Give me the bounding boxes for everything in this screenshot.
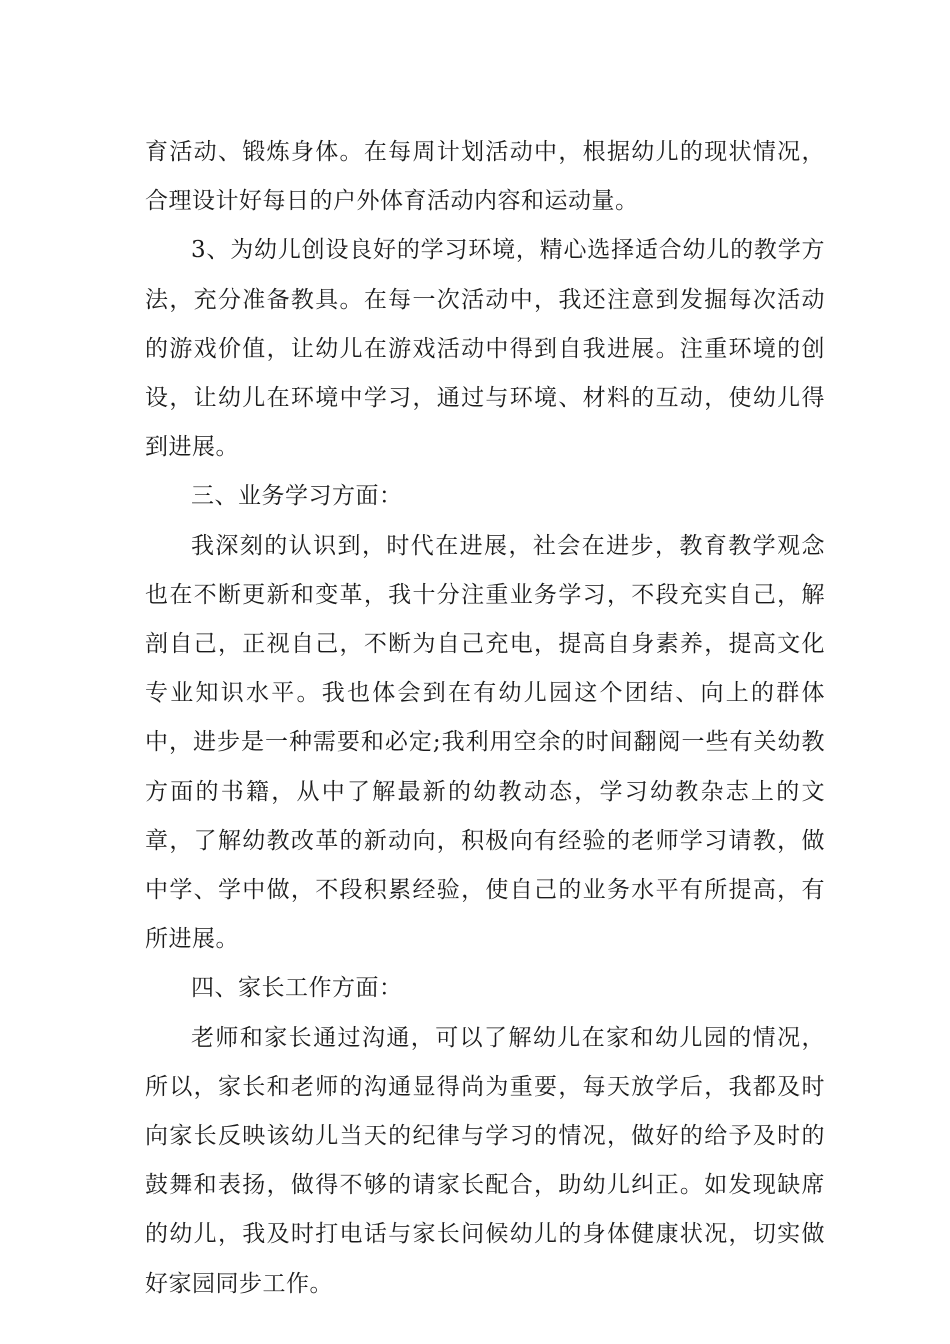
document-body [145, 128, 825, 1309]
paragraph-business-study: 我深刻的认识到，时代在进展，社会在进步，教育教学观念也在不断更新和变革，我十分注重业务学习，不段充实自己，解剖自己，正视自己，不断为自己充电，提高自身素养，提高文化专业知识水平。我也体会到在有幼儿园这个团结、向上的群体中，进步是一种需要和必定;我利用空余的时间翻阅一些有关幼教方面的书籍，从中了解最新的幼教动态，学习幼教杂志上的文章，了解幼教改革的新动向，积极向有经验的老师学习请教，做中学、学中做，不段积累经验，使自己的业务水平有所提高，有所进展。 [145, 532, 825, 953]
paragraph-continuation: 育活动、锻炼身体。在每周计划活动中，根据幼儿的现状情况，合理设计好每日的户外体育活动内容和运动量。 [145, 139, 825, 215]
paragraph-item-3: 3、为幼儿创设良好的学习环境，精心选择适合幼儿的教学方法，充分准备教具。在每一次活动中，我还注意到发掘每次活动的游戏价值，让幼儿在游戏活动中得到自我进展。注重环境的创设，让幼儿在环境中学习，通过与环境、材料的互动，使幼儿得到进展。 [145, 237, 825, 461]
paragraph-parent-work: 老师和家长通过沟通，可以了解幼儿在家和幼儿园的情况，所以，家长和老师的沟通显得尚为重要，每天放学后，我都及时向家长反映该幼儿当天的纪律与学习的情况，做好的给予及时的鼓舞和表扬，做得不够的请家长配合，助幼儿纠正。如发现缺席的幼儿，我及时打电话与家长问候幼儿的身体健康状况，切实做好家园同步工作。 [145, 1024, 825, 1297]
section-heading-parent-work: 四、家长工作方面： [191, 975, 403, 1002]
section-heading-business-study: 三、业务学习方面： [191, 483, 403, 510]
